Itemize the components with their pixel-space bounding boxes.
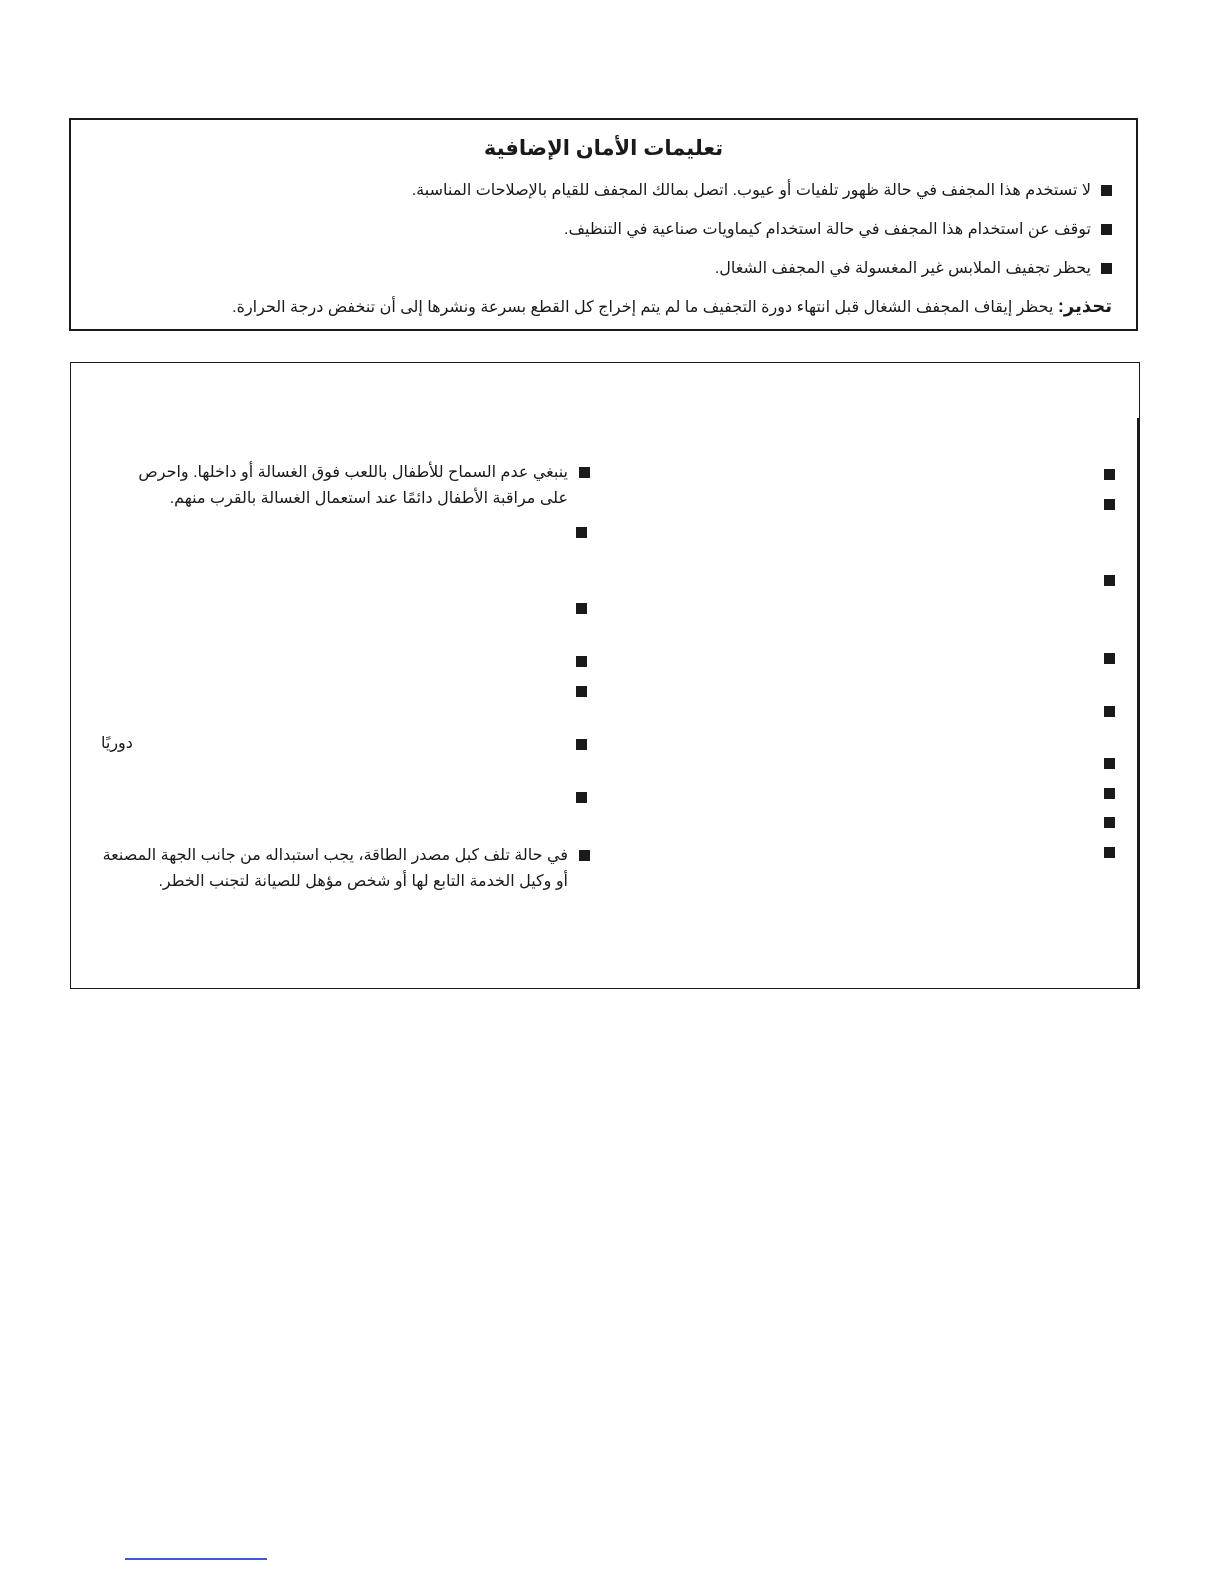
bullet-square-icon xyxy=(1104,847,1115,858)
bullet-square-icon xyxy=(576,603,587,614)
bullet-square-icon xyxy=(576,739,587,750)
bullet-square-icon xyxy=(1104,499,1115,510)
bullet-square-icon xyxy=(1104,817,1115,828)
footer-link-underline xyxy=(125,1558,267,1560)
safety-title: تعليمات الأمان الإضافية xyxy=(483,137,724,160)
bullet-square-icon xyxy=(576,792,587,803)
right-vertical-rule xyxy=(1137,418,1139,989)
safety-item xyxy=(715,258,1112,278)
bullet-square-icon xyxy=(576,527,587,538)
bullet-square-icon xyxy=(1104,653,1115,664)
bullet-square-icon xyxy=(579,467,590,478)
bullet-square-icon xyxy=(1101,224,1112,235)
safety-item xyxy=(412,180,1112,200)
power-cable-line-2: أو وكيل الخدمة التابع لها أو شخص مؤهل للصيانة لتجنب الخطر. xyxy=(158,873,568,890)
children-warning-line-1: ينبغي عدم السماح للأطفال باللعب فوق الغسالة أو داخلها. واحرص xyxy=(138,464,568,481)
bullet-square-icon xyxy=(1104,575,1115,586)
bullet-square-icon xyxy=(1104,469,1115,480)
bullet-square-icon xyxy=(1104,788,1115,799)
bullet-square-icon xyxy=(1104,706,1115,717)
bullet-square-icon xyxy=(1101,185,1112,196)
bullet-square-icon xyxy=(1101,263,1112,274)
children-warning-paragraph xyxy=(68,460,568,512)
warning-text: يحظر إيقاف المجفف الشغال قبل انتهاء دورة التجفيف ما لم يتم إخراج كل القطع بسرعة ونشرها إلى أن تنخفض درجة الحرارة. xyxy=(232,299,1054,316)
safety-item-text: توقف عن استخدام هذا المجفف في حالة استخدام كيماويات صناعية في التنظيف. xyxy=(564,221,1091,238)
bullet-square-icon xyxy=(576,656,587,667)
children-warning-line-2: على مراقبة الأطفال دائمًا عند استعمال الغسالة بالقرب منهم. xyxy=(169,490,568,507)
bullet-square-icon xyxy=(579,850,590,861)
bullet-square-icon xyxy=(1104,758,1115,769)
power-cable-line-1: في حالة تلف كبل مصدر الطاقة، يجب استبداله من جانب الجهة المصنعة xyxy=(102,847,568,864)
safety-instructions-box xyxy=(69,118,1138,331)
safety-item-text: يحظر تجفيف الملابس غير المغسولة في المجفف الشغال. xyxy=(714,260,1091,277)
bullet-square-icon xyxy=(576,686,587,697)
safety-item-text: لا تستخدم هذا المجفف في حالة ظهور تلفيات أو عيوب. اتصل بمالك المجفف للقيام بالإصلاحات المناسبة. xyxy=(411,182,1091,199)
safety-item xyxy=(564,219,1112,239)
warning-label: تحذير: xyxy=(1057,296,1112,316)
power-cable-paragraph xyxy=(68,843,568,895)
periodically-text: دوريًا xyxy=(101,735,133,752)
warning-line xyxy=(232,296,1112,317)
